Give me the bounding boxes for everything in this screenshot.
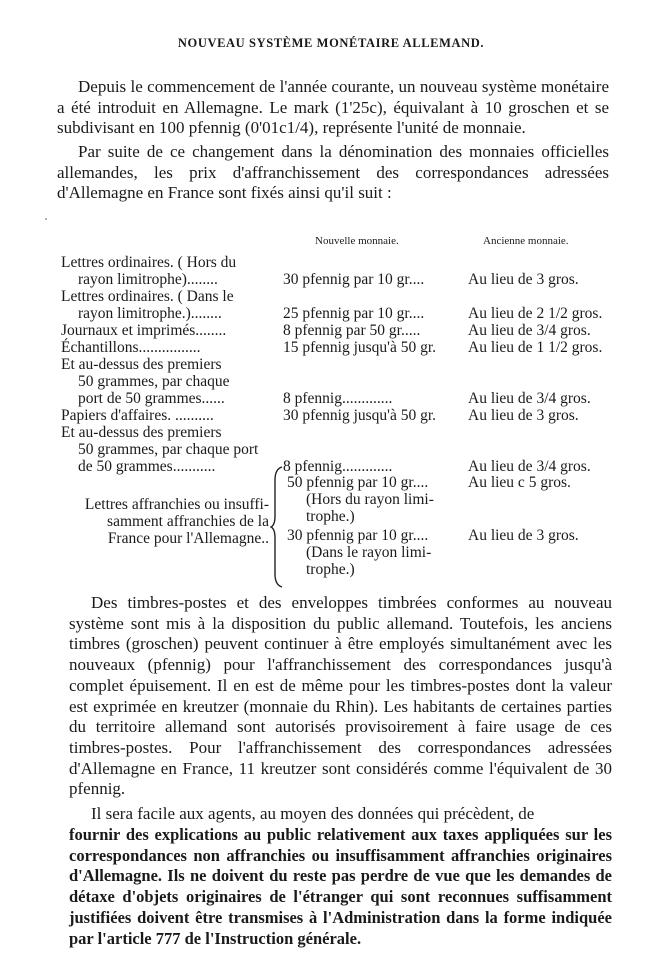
table-row-label: [61, 254, 273, 288]
cell-line: (Dans le rayon limi-: [306, 544, 432, 561]
label-line: Papiers d'affaires. ..........: [61, 407, 214, 424]
label-line: Journaux et imprimés........: [61, 322, 227, 339]
column-header-ancienne: Ancienne monnaie.: [483, 235, 569, 247]
label-line: samment affranchies de la: [107, 513, 269, 530]
intro-paragraph-2: Par suite de ce changement dans la dénomination des monnaies officielles allemandes, les prix d'affranchissement des correspondances adressées d'Allemagne en France sont fixés ainsi qu'il suit :: [57, 142, 609, 202]
table-cell-ancienne: Au lieu de 3 gros.: [468, 271, 579, 288]
label-line: 50 grammes, par chaque: [78, 373, 230, 390]
braced-cell-ancienne: Au lieu c 5 gros.: [468, 474, 571, 491]
table-cell-nouvelle: 8 pfennig par 50 gr.....: [283, 322, 421, 339]
table-cell-ancienne: Au lieu de 2 1/2 gros.: [468, 305, 603, 322]
table-row-label: [61, 424, 273, 475]
table-cell-nouvelle: 30 pfennig par 10 gr....: [283, 271, 425, 288]
intro-paragraph-1: Depuis le commencement de l'année courante, un nouveau système monétaire a été introduit en Allemagne. Le mark (1'25c), équivalant à 10 groschen et se subdivisant en 100 pfennig (0'01c1/4), représente l'unité de monnaie.: [57, 77, 609, 137]
table-row-label: [61, 339, 273, 356]
label-line: de 50 grammes...........: [78, 458, 216, 475]
scan-speck: [45, 218, 47, 220]
cell-line: 50 pfennig par 10 gr....: [287, 474, 429, 491]
table-row-label: [61, 407, 273, 424]
table-row-label: [61, 356, 273, 407]
stamps-paragraph: Des timbres-postes et des enveloppes timbrées conformes au nouveau système sont mis à la disposition du public allemand. Toutefois, les anciens timbres (groschen) peuvent continuer à être employés simultanément avec les nouveaux (pfennig) pour l'affranchissement des correspondances jusqu'à complet épuisement. Il en est de même pour les timbres-postes dont la valeur est exprimée en kreutzer (monnaie du Rhin). Les habitants de certaines parties du territoire allemand sont autorisés provisoirement à faire usage de ces timbres-postes. Pour l'affranchissement des correspondances adressées d'Allemagne en France, 11 kreutzer sont considérés comme l'équivalent de 30 pfennig.: [69, 593, 612, 799]
label-line: Et au-dessus des premiers: [61, 356, 222, 373]
table-row-label: [61, 322, 273, 339]
label-line: Lettres ordinaires. ( Hors du: [61, 254, 237, 271]
label-line: Et au-dessus des premiers: [61, 424, 222, 441]
label-line: rayon limitrophe)........: [78, 271, 218, 288]
label-line: France pour l'Allemagne..: [107, 530, 269, 547]
label-line: 50 grammes, par chaque port: [78, 441, 259, 458]
table-row-label: [61, 288, 273, 322]
label-line: Échantillons................: [61, 339, 201, 356]
braced-row-label: [65, 496, 269, 547]
braced-cell-nouvelle: [287, 474, 434, 525]
label-line: Lettres affranchies ou insuffi-: [84, 496, 269, 513]
cell-line: (Hors du rayon limi-: [306, 491, 434, 508]
cell-line: trophe.): [306, 508, 355, 525]
table-cell-ancienne: Au lieu de 3 gros.: [468, 407, 579, 424]
table-cell-nouvelle: 30 pfennig jusqu'à 50 gr.: [283, 407, 437, 424]
cell-line: 30 pfennig par 10 gr....: [287, 527, 429, 544]
cell-line: trophe.): [306, 561, 355, 578]
final-paragraph-first-line: Il sera facile aux agents, au moyen des données qui précèdent, de: [91, 804, 535, 823]
table-cell-ancienne: Au lieu de 3/4 gros.: [468, 390, 591, 407]
table-cell-ancienne: Au lieu de 1 1/2 gros.: [468, 339, 603, 356]
braced-cell-nouvelle: [287, 527, 431, 578]
table-cell-nouvelle: 8 pfennig.............: [283, 458, 393, 475]
table-cell-ancienne: Au lieu de 3/4 gros.: [468, 458, 591, 475]
table-cell-nouvelle: 8 pfennig.............: [283, 390, 393, 407]
final-paragraph-body: fournir des explications au public relativement aux taxes appliquées sur les correspondances non affranchies ou insuffisamment affranchies originaires d'Allemagne. Ils ne doivent du reste pas perdre de vue que les demandes de détaxe d'objets originaires de l'étranger qui sont reconnues suffisamment justifiées doivent être transmises à l'Administration dans la forme indiquée par l'article 777 de l'Instruction générale.: [69, 824, 612, 948]
label-line: port de 50 grammes......: [78, 390, 225, 407]
braced-cell-ancienne: Au lieu de 3 gros.: [468, 527, 579, 544]
table-cell-ancienne: Au lieu de 3/4 gros.: [468, 322, 591, 339]
table-cell-nouvelle: 25 pfennig par 10 gr....: [283, 305, 425, 322]
column-header-nouvelle: Nouvelle monnaie.: [315, 235, 399, 247]
final-paragraph: [69, 804, 612, 950]
table-cell-nouvelle: 15 pfennig jusqu'à 50 gr.: [283, 339, 437, 356]
label-line: rayon limitrophe.)........: [78, 305, 222, 322]
label-line: Lettres ordinaires. ( Dans le: [61, 288, 234, 305]
page-title: NOUVEAU SYSTÈME MONÉTAIRE ALLEMAND.: [177, 36, 485, 50]
curly-brace: [270, 466, 284, 588]
